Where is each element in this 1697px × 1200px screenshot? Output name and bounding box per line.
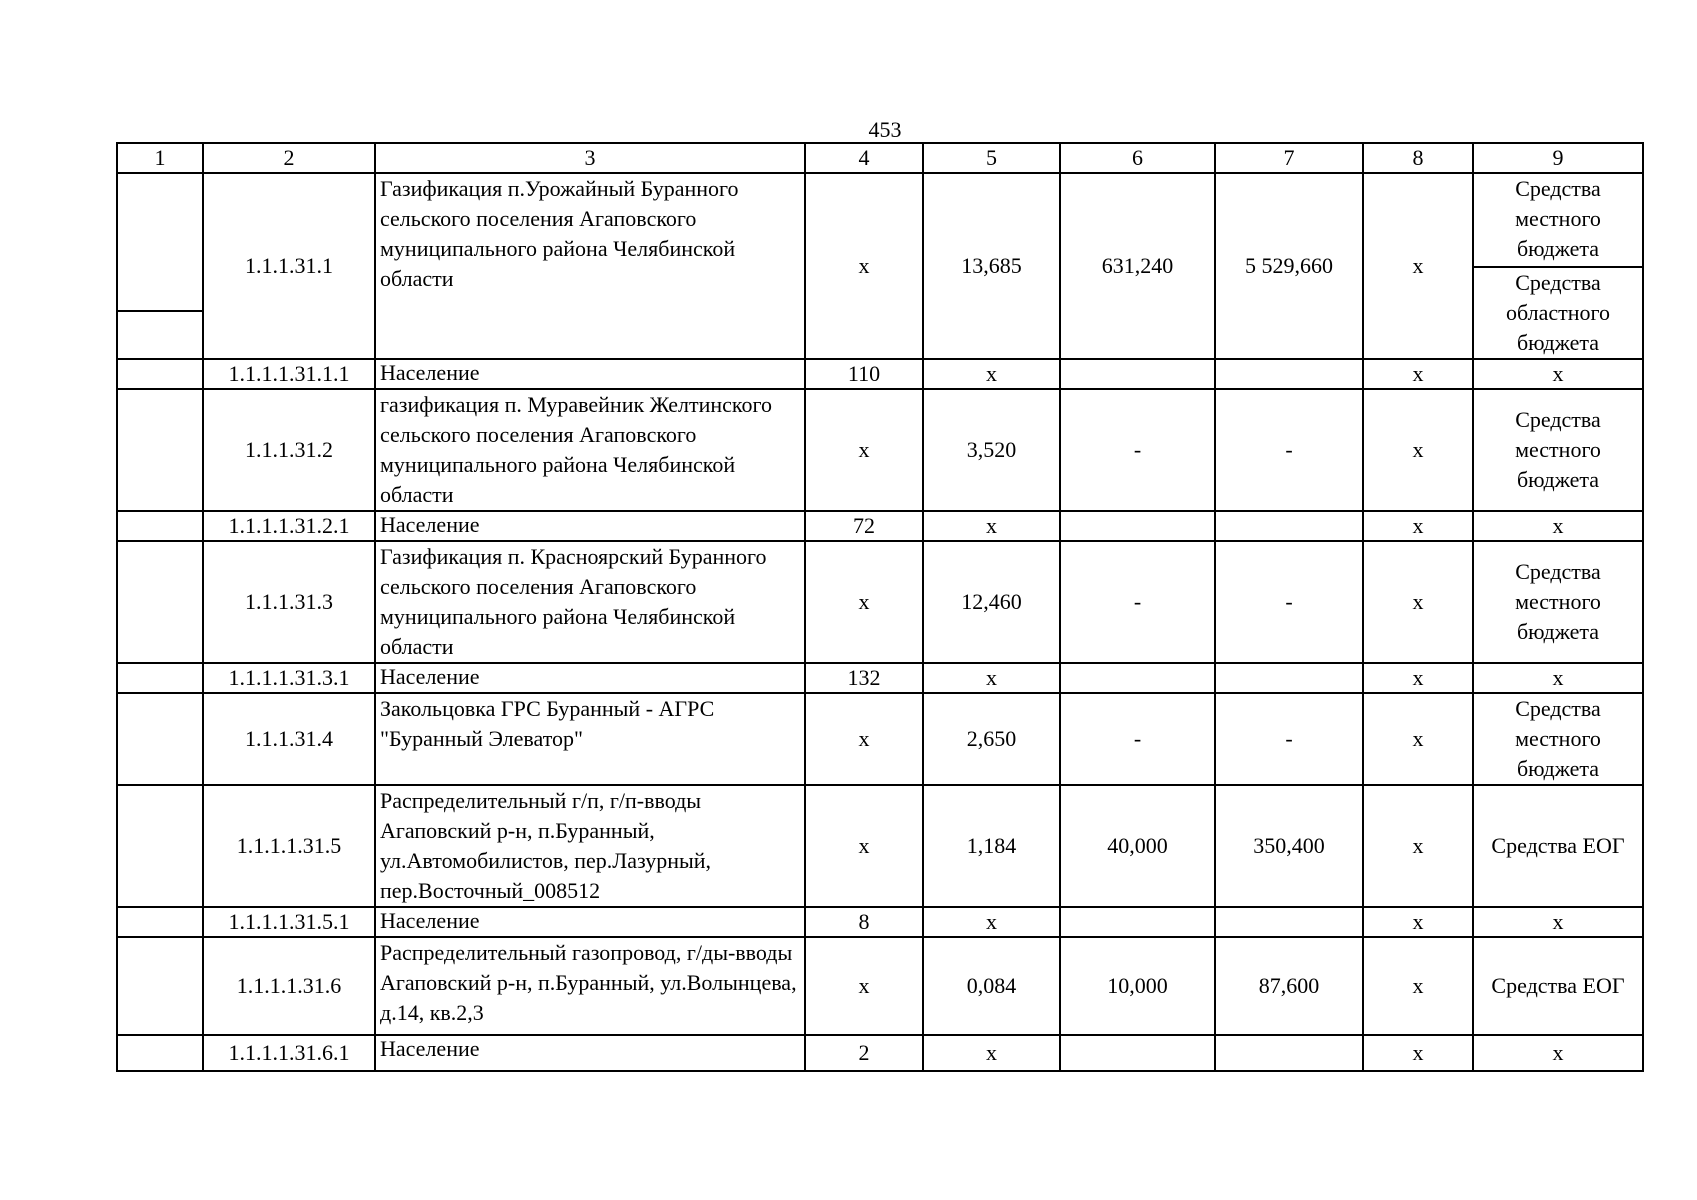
cell-col5: 0,084 bbox=[923, 937, 1060, 1035]
cell-col7 bbox=[1215, 1035, 1363, 1071]
table-row bbox=[117, 937, 1643, 1035]
funding-cell: х bbox=[1473, 663, 1643, 693]
cell-col6 bbox=[1060, 1035, 1215, 1071]
cell-col4: х bbox=[805, 937, 923, 1035]
cell-col8: х bbox=[1363, 663, 1473, 693]
cell-col8: х bbox=[1363, 937, 1473, 1035]
cell-col8: х bbox=[1363, 511, 1473, 541]
row-index-cell bbox=[117, 389, 203, 511]
row-code: 1.1.1.1.31.5 bbox=[203, 785, 375, 907]
cell-col5: х bbox=[923, 907, 1060, 937]
funding-cell: Средства ЕОГ bbox=[1473, 785, 1643, 907]
column-header: 7 bbox=[1215, 143, 1363, 173]
row-name: Распределительный г/п, г/п-вводы Агаповский р-н, п.Буранный, ул.Автомобилистов, пер.Лазурный, пер.Восточный_008512 bbox=[375, 785, 805, 907]
cell-col7: 87,600 bbox=[1215, 937, 1363, 1035]
row-name: Население bbox=[375, 359, 805, 389]
row-name: Газификация п. Красноярский Буранного сельского поселения Агаповского муниципального района Челябинской области bbox=[375, 541, 805, 663]
row-code: 1.1.1.31.4 bbox=[203, 693, 375, 785]
row-name: Газификация п.Урожайный Буранного сельского поселения Агаповского муниципального района Челябинской области bbox=[375, 173, 805, 359]
funding-cell: х bbox=[1473, 359, 1643, 389]
row-name: Население bbox=[375, 663, 805, 693]
cell-col8: х bbox=[1363, 693, 1473, 785]
table-row bbox=[117, 785, 1643, 907]
row-name: газификация п. Муравейник Желтинского сельского поселения Агаповского муниципального района Челябинской области bbox=[375, 389, 805, 511]
cell-col7 bbox=[1215, 907, 1363, 937]
cell-col6: - bbox=[1060, 541, 1215, 663]
column-header: 5 bbox=[923, 143, 1060, 173]
cell-col5: х bbox=[923, 511, 1060, 541]
funding-source: Средства областного бюджета bbox=[1505, 270, 1611, 355]
row-index-cell bbox=[117, 693, 203, 785]
row-index-cell bbox=[117, 1035, 203, 1071]
cell-col5: 12,460 bbox=[923, 541, 1060, 663]
row-name: Распределительный газопровод, г/ды-вводы Агаповский р-н, п.Буранный, ул.Волынцева, д.14, кв.2,3 bbox=[375, 937, 805, 1035]
cell-col8: х bbox=[1363, 785, 1473, 907]
row-code: 1.1.1.31.1 bbox=[203, 173, 375, 359]
cell-col8: х bbox=[1363, 359, 1473, 389]
table-row bbox=[117, 907, 1643, 937]
table-row bbox=[117, 359, 1643, 389]
row-index-cell bbox=[117, 785, 203, 907]
column-header: 4 bbox=[805, 143, 923, 173]
funding-cell: Средства местного бюджета bbox=[1473, 389, 1643, 511]
cell-col6 bbox=[1060, 511, 1215, 541]
cell-col5: х bbox=[923, 663, 1060, 693]
cell-col8: х bbox=[1363, 389, 1473, 511]
row-index-cell bbox=[117, 937, 203, 1035]
cell-col6: 10,000 bbox=[1060, 937, 1215, 1035]
cell-col4: х bbox=[805, 173, 923, 359]
funding-source: Средства местного бюджета bbox=[1474, 174, 1642, 268]
cell-col7: - bbox=[1215, 693, 1363, 785]
cell-col4: 72 bbox=[805, 511, 923, 541]
header-row bbox=[117, 143, 1643, 173]
table-row bbox=[117, 173, 1643, 359]
cell-col5: 3,520 bbox=[923, 389, 1060, 511]
funding-cell: х bbox=[1473, 511, 1643, 541]
row-index-cell bbox=[117, 511, 203, 541]
funding-cell: Средства местного бюджета bbox=[1473, 541, 1643, 663]
row-code: 1.1.1.1.31.5.1 bbox=[203, 907, 375, 937]
row-code: 1.1.1.31.2 bbox=[203, 389, 375, 511]
cell-col6: 40,000 bbox=[1060, 785, 1215, 907]
funding-cell bbox=[1473, 173, 1643, 359]
table-row bbox=[117, 1035, 1643, 1071]
cell-col6: - bbox=[1060, 693, 1215, 785]
row-code: 1.1.1.1.31.1.1 bbox=[203, 359, 375, 389]
row-index-cell bbox=[117, 359, 203, 389]
table-row bbox=[117, 541, 1643, 663]
cell-col8: х bbox=[1363, 907, 1473, 937]
row-name: Население bbox=[375, 511, 805, 541]
cell-col4: 132 bbox=[805, 663, 923, 693]
row-name: Закольцовка ГРС Буранный - АГРС "Буранный Элеватор" bbox=[375, 693, 805, 785]
cell-col5: х bbox=[923, 1035, 1060, 1071]
table-row bbox=[117, 511, 1643, 541]
cell-col7 bbox=[1215, 359, 1363, 389]
cell-col4: х bbox=[805, 541, 923, 663]
row-index-cell bbox=[117, 907, 203, 937]
data-table bbox=[116, 142, 1644, 1072]
cell-col5: 13,685 bbox=[923, 173, 1060, 359]
row-code: 1.1.1.1.31.2.1 bbox=[203, 511, 375, 541]
cell-col7: 5 529,660 bbox=[1215, 173, 1363, 359]
cell-col6 bbox=[1060, 663, 1215, 693]
column-header: 8 bbox=[1363, 143, 1473, 173]
cell-col6: - bbox=[1060, 389, 1215, 511]
row-code: 1.1.1.31.3 bbox=[203, 541, 375, 663]
cell-col7: - bbox=[1215, 389, 1363, 511]
row-code: 1.1.1.1.31.6.1 bbox=[203, 1035, 375, 1071]
funding-cell: Средства ЕОГ bbox=[1473, 937, 1643, 1035]
funding-cell: х bbox=[1473, 907, 1643, 937]
funding-cell: Средства местного бюджета bbox=[1473, 693, 1643, 785]
column-header: 6 bbox=[1060, 143, 1215, 173]
cell-col4: х bbox=[805, 389, 923, 511]
cell-col7 bbox=[1215, 663, 1363, 693]
cell-col7 bbox=[1215, 511, 1363, 541]
table-row bbox=[117, 389, 1643, 511]
table-row bbox=[117, 693, 1643, 785]
cell-col5: 2,650 bbox=[923, 693, 1060, 785]
cell-col4: х bbox=[805, 693, 923, 785]
column-header: 1 bbox=[117, 143, 203, 173]
row-index-cell bbox=[117, 541, 203, 663]
row-code: 1.1.1.1.31.3.1 bbox=[203, 663, 375, 693]
funding-cell: х bbox=[1473, 1035, 1643, 1071]
page-number: 453 bbox=[868, 117, 902, 142]
cell-col8: х bbox=[1363, 1035, 1473, 1071]
cell-col7: 350,400 bbox=[1215, 785, 1363, 907]
cell-col7: - bbox=[1215, 541, 1363, 663]
table-row bbox=[117, 663, 1643, 693]
row-name: Население bbox=[375, 1035, 805, 1071]
row-name: Население bbox=[375, 907, 805, 937]
column-header: 3 bbox=[375, 143, 805, 173]
cell-col6: 631,240 bbox=[1060, 173, 1215, 359]
cell-col6 bbox=[1060, 359, 1215, 389]
cell-col4: х bbox=[805, 785, 923, 907]
cell-col8: х bbox=[1363, 541, 1473, 663]
column-header: 2 bbox=[203, 143, 375, 173]
cell-col6 bbox=[1060, 907, 1215, 937]
cell-col5: х bbox=[923, 359, 1060, 389]
cell-col4: 110 bbox=[805, 359, 923, 389]
column-header: 9 bbox=[1473, 143, 1643, 173]
row-index-cell bbox=[117, 663, 203, 693]
cell-col4: 8 bbox=[805, 907, 923, 937]
cell-col4: 2 bbox=[805, 1035, 923, 1071]
row-code: 1.1.1.1.31.6 bbox=[203, 937, 375, 1035]
cell-col8: х bbox=[1363, 173, 1473, 359]
row-index-cell bbox=[117, 173, 203, 359]
cell-col5: 1,184 bbox=[923, 785, 1060, 907]
